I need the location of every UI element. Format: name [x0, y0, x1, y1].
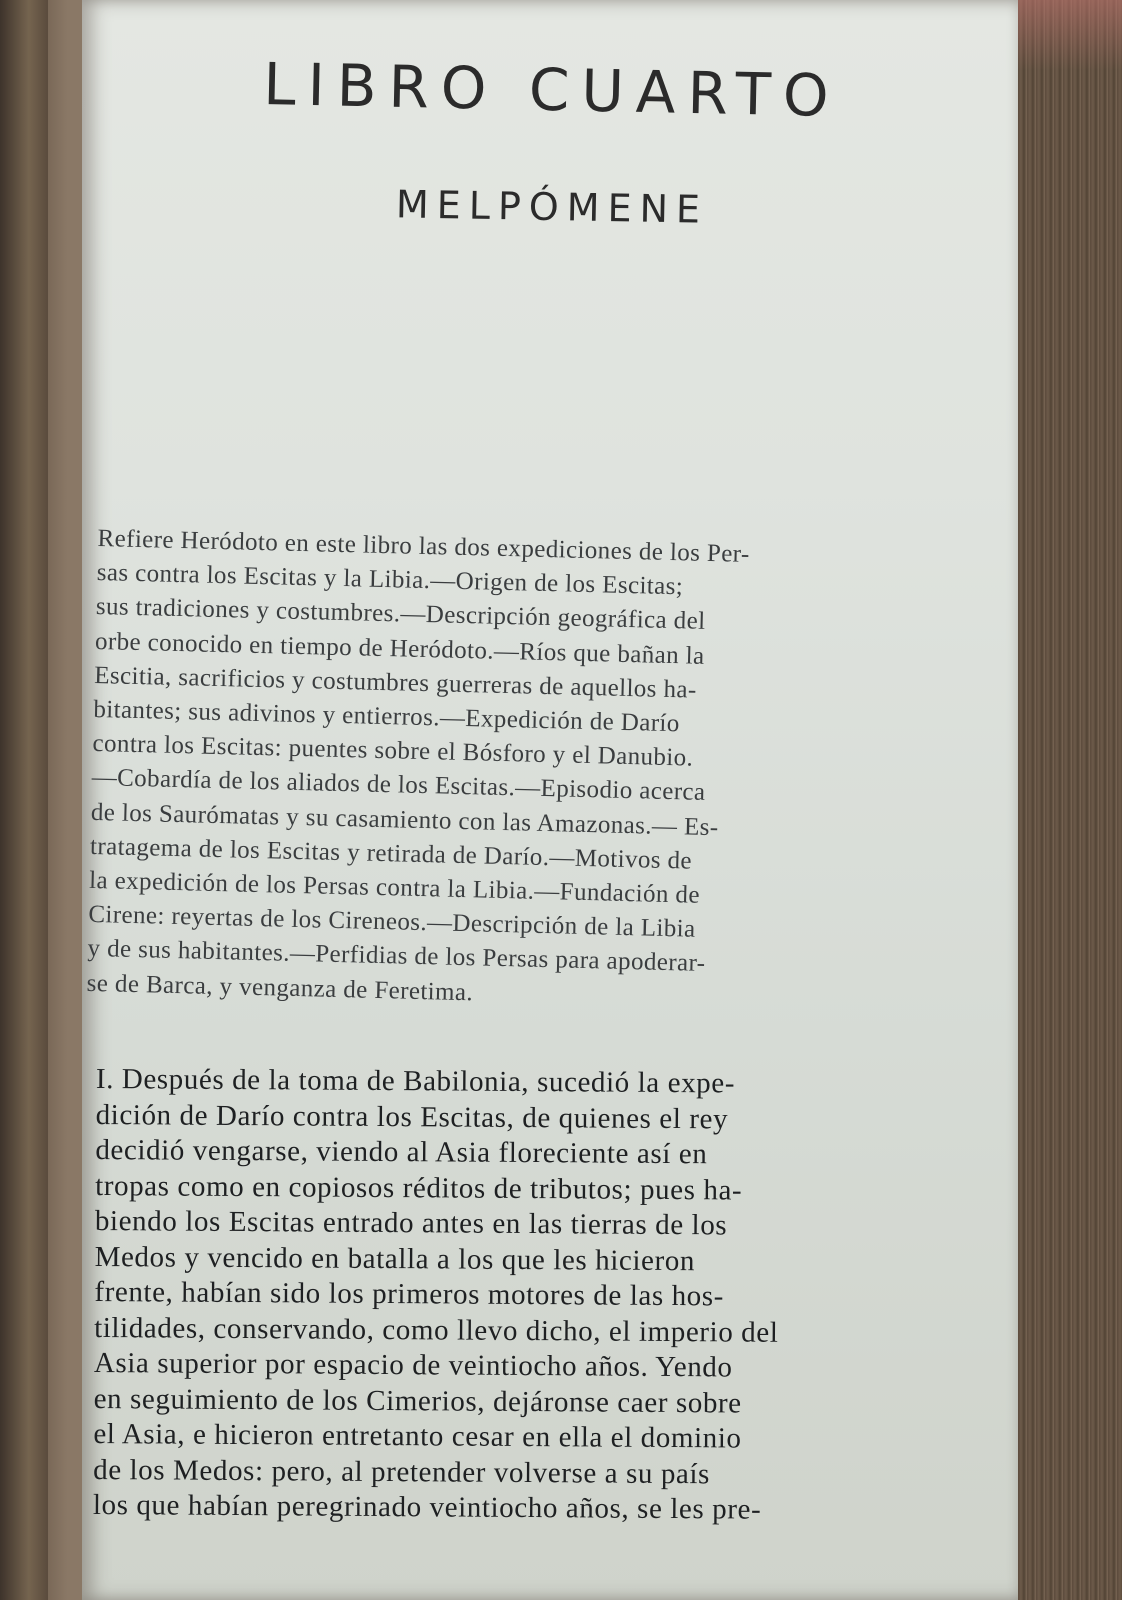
body-line: frente, habían sido los primeros motores de las hos- [94, 1275, 725, 1313]
body-line: en seguimiento de los Cimerios, dejáronse caer sobre [93, 1382, 742, 1420]
summary-line: la expedición de los Persas contra la Libia.—Fundación de [88, 866, 701, 909]
summary-line: se de Barca, y venganza de Feretima. [86, 969, 474, 1006]
summary-line: Cirene: reyertas de los Cireneos.—Descripción de la Libia [88, 901, 696, 943]
chapter-summary [86, 522, 945, 1021]
summary-line: Refiere Heródoto en este libro las dos expediciones de los Per- [97, 524, 751, 568]
book-title: LIBRO CUARTO [262, 49, 842, 131]
summary-line: sas contra los Escitas y la Libia.—Origen de los Escitas; [96, 559, 684, 601]
body-line: Medos y vencido en batalla a los que les hicieron [94, 1240, 696, 1277]
summary-line: y de sus habitantes.—Perfidias de los Persas para apoderar- [87, 935, 706, 978]
body-line: de los Medos: pero, al pretender volverse a su país [93, 1453, 711, 1490]
body-paragraph [93, 1062, 962, 1530]
summary-line: tratagema de los Escitas y retirada de Darío.—Motivos de [89, 832, 693, 875]
summary-line: sus tradiciones y costumbres.—Descripción geográfica del [95, 593, 706, 636]
summary-line: orbe conocido en tiempo de Heródoto.—Ríos que bañan la [94, 627, 705, 670]
body-line: biendo los Escitas entrado antes en las tierras de los [94, 1204, 728, 1242]
body-line: decidió vengarse, viendo al Asia floreciente así en [95, 1133, 708, 1171]
right-page-stack [1018, 0, 1122, 1600]
body-line: dición de Darío contra los Escitas, de quienes el rey [95, 1098, 729, 1135]
book-subtitle: MELPÓMENE [395, 182, 709, 232]
left-page-edge [0, 0, 48, 1600]
summary-line: de los Saurómatas y su casamiento con las Amazonas.— Es- [90, 798, 719, 841]
summary-line: bitantes; sus adivinos y entierros.—Expedición de Darío [93, 695, 681, 738]
body-line: tilidades, conservando, como llevo dicho, el imperio del [94, 1311, 779, 1349]
book-page [82, 0, 1022, 1600]
body-line: tropas como en copiosos réditos de tributos; pues ha- [95, 1169, 743, 1207]
body-line: el Asia, e hicieron entretanto cesar en ella el dominio [93, 1417, 742, 1455]
summary-line: contra los Escitas: puentes sobre el Bósforo y el Danubio. [92, 730, 694, 772]
body-line: los que habían peregrinado veintiocho años, se les pre- [92, 1488, 762, 1526]
summary-line: —Cobardía de los aliados de los Escitas.—Episodio acerca [91, 764, 706, 807]
body-line: I. Después de la toma de Babilonia, sucedió la expe- [95, 1063, 736, 1100]
body-line: Asia superior por espacio de veintiocho años. Yendo [93, 1346, 733, 1384]
summary-line: Escitia, sacrificios y costumbres guerreras de aquellos ha- [93, 661, 697, 704]
